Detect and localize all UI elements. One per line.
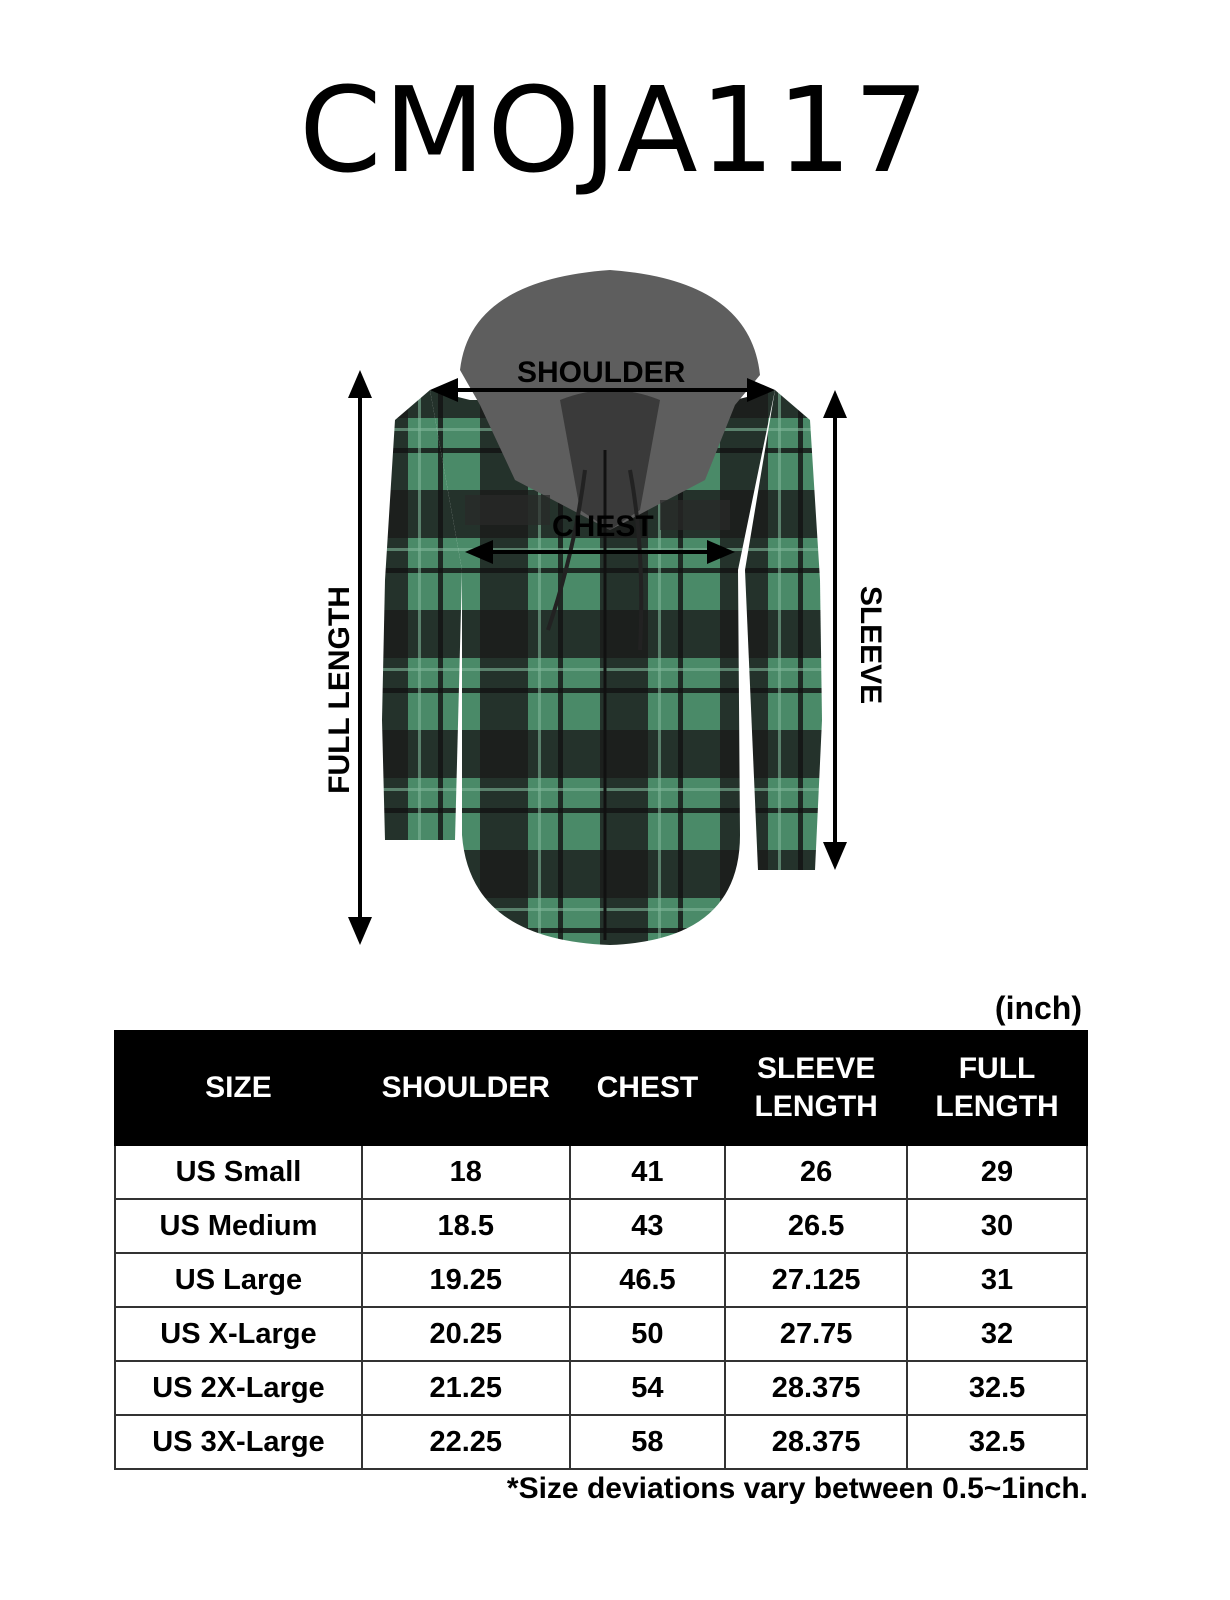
shoulder-cell: 21.25	[362, 1361, 570, 1415]
table-row	[115, 1361, 1087, 1415]
size-chart-table	[114, 1030, 1088, 1470]
size-cell: US Large	[115, 1253, 362, 1307]
sleeve-length-cell: 26.5	[725, 1199, 907, 1253]
chest-label: CHEST	[552, 510, 654, 543]
table-row	[115, 1199, 1087, 1253]
header-chest: CHEST	[570, 1031, 726, 1145]
shoulder-cell: 19.25	[362, 1253, 570, 1307]
full-length-cell: 29	[907, 1145, 1087, 1199]
shoulder-cell: 18	[362, 1145, 570, 1199]
shoulder-cell: 22.25	[362, 1415, 570, 1469]
header-shoulder: SHOULDER	[362, 1031, 570, 1145]
full-length-cell: 32.5	[907, 1361, 1087, 1415]
size-cell: US 3X-Large	[115, 1415, 362, 1469]
product-code-title: CMOJA117	[299, 61, 931, 199]
size-cell: US 2X-Large	[115, 1361, 362, 1415]
sleeve-length-cell: 28.375	[725, 1361, 907, 1415]
table-row	[115, 1253, 1087, 1307]
unit-label: (inch)	[994, 990, 1082, 1026]
chest-cell: 41	[570, 1145, 726, 1199]
left-pocket-flap	[465, 495, 550, 525]
table-row	[115, 1145, 1087, 1199]
sleeve-arrow-bottom	[823, 842, 847, 870]
chest-cell: 54	[570, 1361, 726, 1415]
size-cell: US X-Large	[115, 1307, 362, 1361]
full-length-label: FULL LENGTH	[323, 586, 356, 794]
full-length-cell: 30	[907, 1199, 1087, 1253]
sleeve-label: SLEEVE	[854, 585, 887, 705]
full-length-cell: 32	[907, 1307, 1087, 1361]
sleeve-length-cell: 27.125	[725, 1253, 907, 1307]
header-full-length: FULL LENGTH	[907, 1031, 1087, 1145]
table-header-row	[115, 1031, 1087, 1145]
garment-measurement-figure	[0, 250, 1230, 970]
shoulder-cell: 20.25	[362, 1307, 570, 1361]
full-length-arrow-top	[348, 370, 372, 398]
full-length-cell: 31	[907, 1253, 1087, 1307]
chest-cell: 50	[570, 1307, 726, 1361]
sleeve-length-cell: 27.75	[725, 1307, 907, 1361]
sleeve-length-cell: 28.375	[725, 1415, 907, 1469]
full-length-arrow-bottom	[348, 917, 372, 945]
full-length-cell: 32.5	[907, 1415, 1087, 1469]
right-pocket-flap	[660, 500, 730, 530]
shoulder-label: SHOULDER	[517, 356, 686, 389]
chest-cell: 46.5	[570, 1253, 726, 1307]
sleeve-arrow-top	[823, 390, 847, 418]
sleeve-length-cell: 26	[725, 1145, 907, 1199]
header-size: SIZE	[115, 1031, 362, 1145]
size-cell: US Small	[115, 1145, 362, 1199]
table-row	[115, 1307, 1087, 1361]
chest-cell: 43	[570, 1199, 726, 1253]
chest-cell: 58	[570, 1415, 726, 1469]
header-sleeve-length: SLEEVE LENGTH	[725, 1031, 907, 1145]
size-cell: US Medium	[115, 1199, 362, 1253]
size-deviation-note: *Size deviations vary between 0.5~1inch.	[506, 1472, 1088, 1505]
table-row	[115, 1415, 1087, 1469]
shoulder-cell: 18.5	[362, 1199, 570, 1253]
